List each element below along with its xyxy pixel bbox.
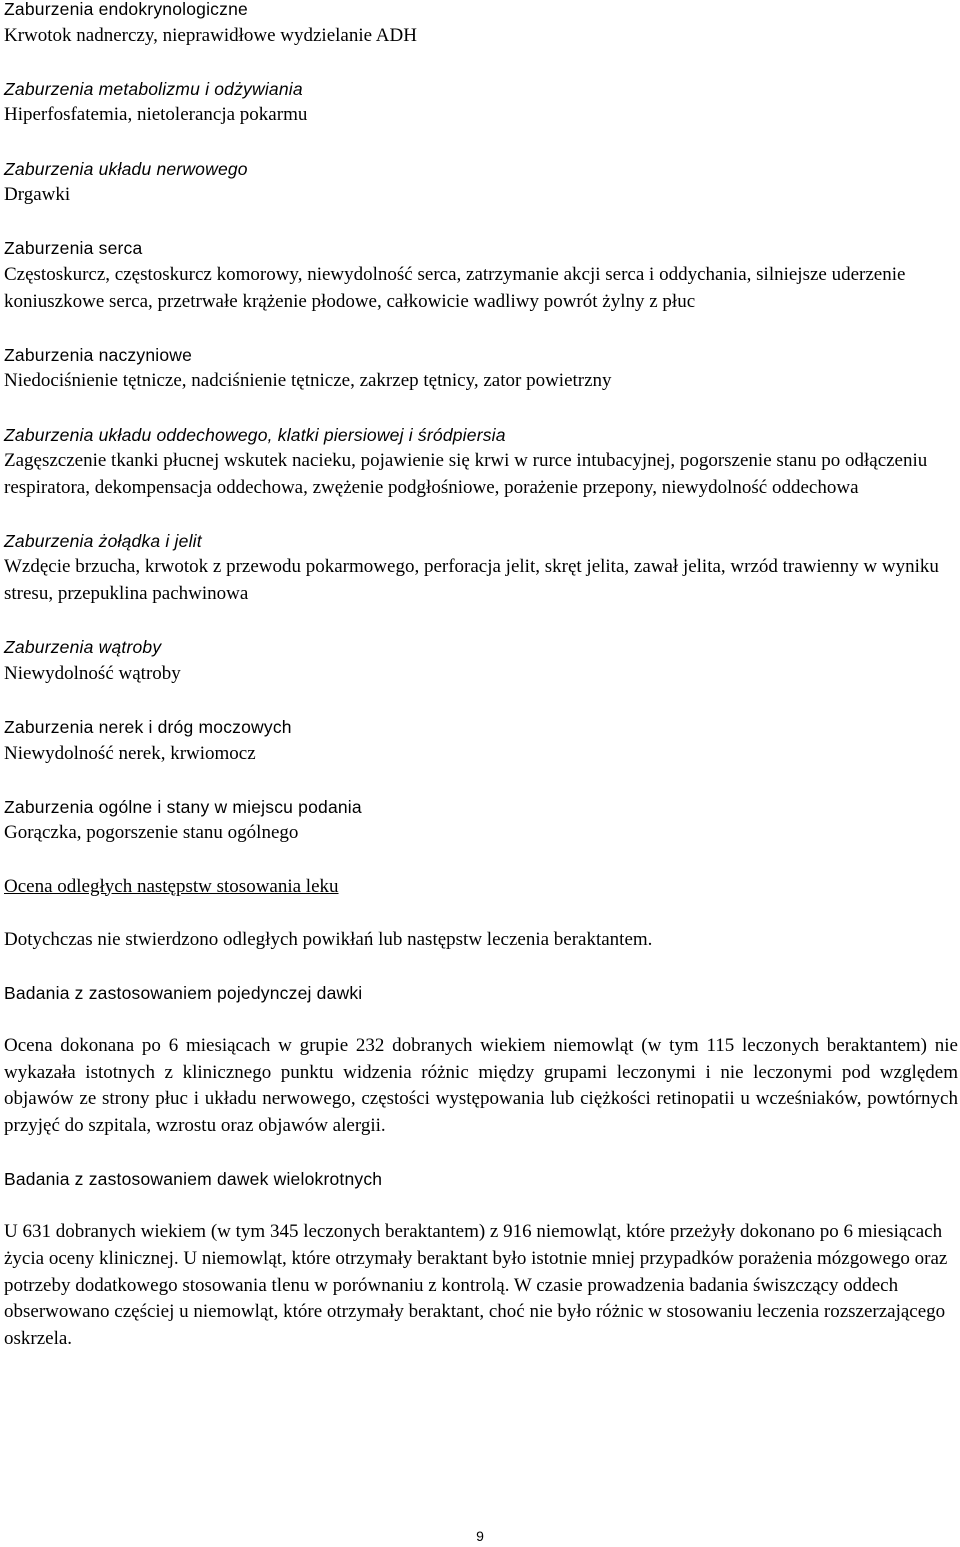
section-text: Niewydolność nerek, krwiomocz bbox=[4, 742, 256, 764]
section-text: Częstoskurcz, częstoskurcz komorowy, niewydolność serca, zatrzymanie akcji serca i oddychania, silniejsze uderzenie koniuszkowe serca, przetrwałe krążenie płodowe, całkowicie wadliwy powrót żylny z płuc bbox=[4, 263, 906, 312]
multi-dose-heading: Badania z zastosowaniem dawek wielokrotnych bbox=[4, 1169, 383, 1190]
soc-metabolism bbox=[4, 76, 958, 129]
section-text: Wzdęcie brzucha, krwotok z przewodu pokarmowego, perforacja jelit, skręt jelita, zawał jelita, wrzód trawienny w wyniku stresu, przepuklina pachwinowa bbox=[4, 556, 939, 605]
single-dose-text: Ocena dokonana po 6 miesiącach w grupie 232 dobranych wiekiem niemowląt (w tym 115 leczonych beraktantem) nie wykazała istotnych z klinicznego punktu widzenia różnic między grupami leczonymi i nie leczonymi pod względem objawów ze strony płuc i układu nerwowego, częstości występowania lub ciężkości retinopatii u wcześniaków, powtórnych przyjęć do szpitala, wzrostu oraz objawów alergii. bbox=[4, 1035, 958, 1136]
soc-vascular bbox=[4, 342, 958, 395]
section-heading: Zaburzenia naczyniowe bbox=[4, 344, 193, 365]
soc-hepatobiliary bbox=[4, 634, 958, 687]
document bbox=[4, 0, 958, 1379]
single-dose-heading-block bbox=[4, 980, 958, 1007]
section-text: Niewydolność wątroby bbox=[4, 662, 181, 684]
section-text: Krwotok nadnerczy, nieprawidłowe wydzielanie ADH bbox=[4, 24, 417, 46]
section-text: Niedociśnienie tętnicze, nadciśnienie tętnicze, zakrzep tętnicy, zator powietrzny bbox=[4, 370, 612, 392]
multi-dose-text: U 631 dobranych wiekiem (w tym 345 leczonych beraktantem) z 916 niemowląt, które przeżyły dokonano po 6 miesiącach życia oceny klinicznej. U niemowląt, które otrzymały beraktant było istotnie mniej przypadków porażenia mózgowego oraz potrzeby dodatkowego stosowania tlenu w porównaniu z kontrolą. W czasie prowadzenia badania świszczący oddech obserwowano częściej u niemowląt, które otrzymały beraktant, choć nie było różnic w stosowaniu leczenia rozszerzającego oskrzela. bbox=[4, 1221, 948, 1349]
long-term-intro: Dotychczas nie stwierdzono odległych powikłań lub następstw leczenia beraktantem. bbox=[4, 928, 653, 950]
section-heading: Zaburzenia żołądka i jelit bbox=[4, 530, 202, 551]
soc-endocrine bbox=[4, 0, 958, 49]
single-dose-text-block bbox=[4, 1033, 958, 1139]
long-term-intro-block bbox=[4, 927, 958, 954]
section-heading: Zaburzenia wątroby bbox=[4, 637, 162, 658]
page-number: 9 bbox=[476, 1528, 484, 1544]
section-heading: Zaburzenia nerek i dróg moczowych bbox=[4, 717, 292, 738]
section-text: Zagęszczenie tkanki płucnej wskutek nacieku, pojawienie się krwi w rurce intubacyjnej, pogorszenie stanu po odłączeniu respiratora, dekompensacja oddechowa, zwężenie podgłośniowe, porażenie przepony, niewydolność oddechowa bbox=[4, 450, 928, 498]
section-heading: Zaburzenia układu oddechowego, klatki piersiowej i śródpiersia bbox=[4, 424, 506, 445]
section-heading: Zaburzenia serca bbox=[4, 238, 143, 259]
soc-gastrointestinal bbox=[4, 528, 958, 608]
section-heading: Zaburzenia ogólne i stany w miejscu podania bbox=[4, 796, 362, 817]
section-text: Hiperfosfatemia, nietolerancja pokarmu bbox=[4, 104, 308, 126]
section-text: Drgawki bbox=[4, 184, 71, 206]
single-dose-heading: Badania z zastosowaniem pojedynczej dawki bbox=[4, 982, 363, 1003]
multi-dose-heading-block bbox=[4, 1166, 958, 1193]
soc-respiratory bbox=[4, 422, 958, 502]
section-heading: Zaburzenia metabolizmu i odżywiania bbox=[4, 78, 303, 99]
long-term-heading: Ocena odległych następstw stosowania leku bbox=[4, 875, 339, 897]
long-term-heading-block bbox=[4, 874, 958, 901]
soc-nervous bbox=[4, 156, 958, 209]
section-heading: Zaburzenia układu nerwowego bbox=[4, 158, 248, 179]
section-text: Gorączka, pogorszenie stanu ogólnego bbox=[4, 822, 299, 844]
section-heading: Zaburzenia endokrynologiczne bbox=[4, 0, 248, 19]
soc-renal bbox=[4, 714, 958, 767]
soc-cardiac bbox=[4, 235, 958, 315]
multi-dose-text-block bbox=[4, 1219, 958, 1352]
soc-general bbox=[4, 794, 958, 847]
